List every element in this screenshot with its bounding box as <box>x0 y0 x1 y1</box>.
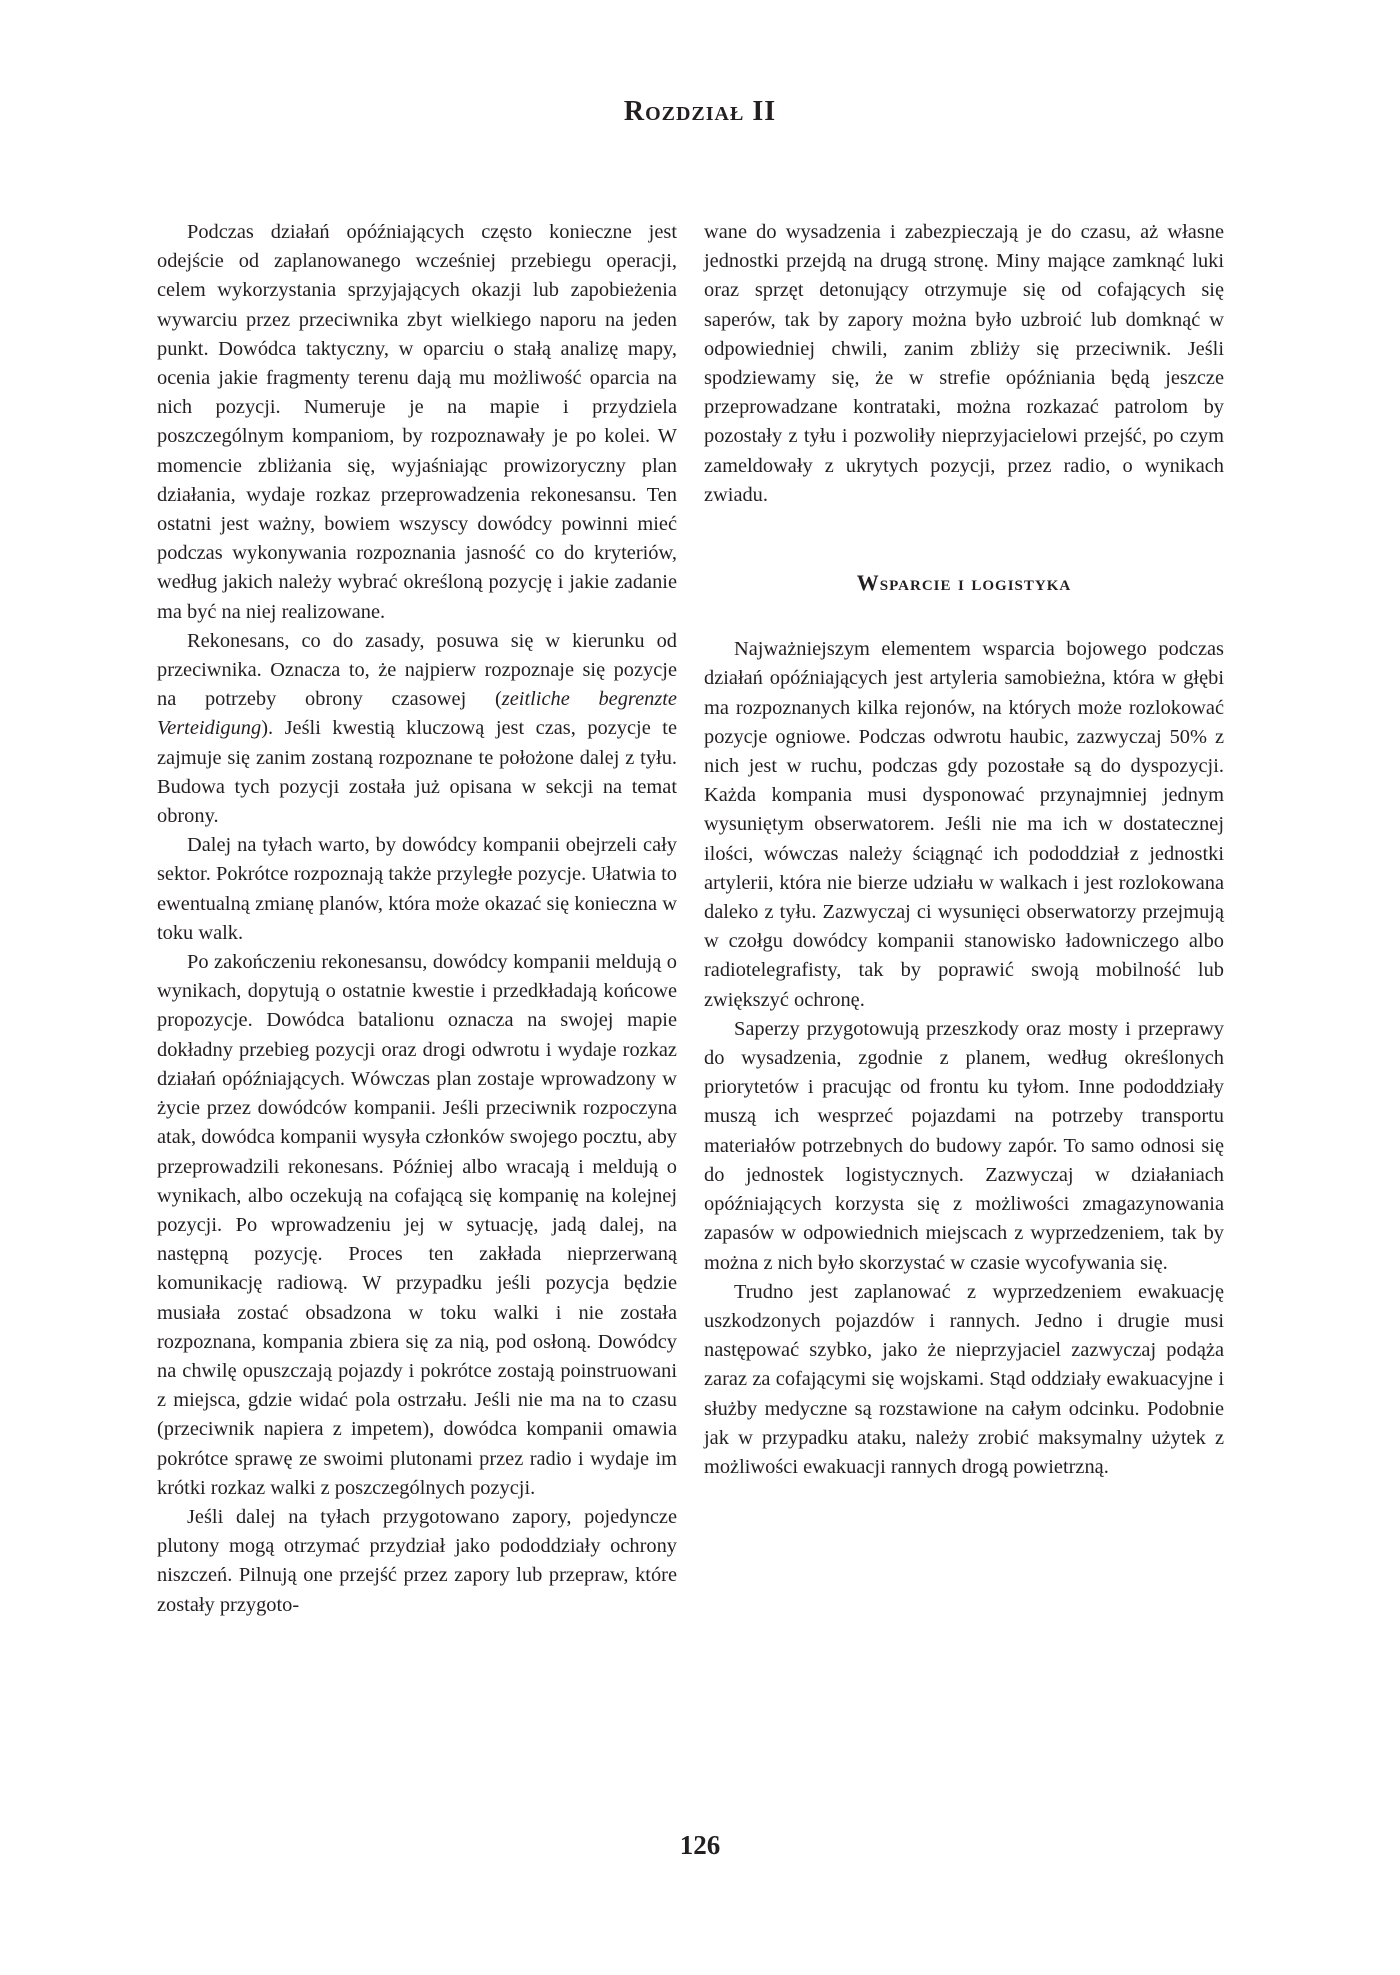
chapter-title: Rozdział II <box>623 96 777 127</box>
chapter-header <box>0 96 1400 128</box>
left-column <box>157 218 677 1620</box>
italic-term: zeitliche begrenzte Verteidigung <box>157 688 677 740</box>
paragraph: Dalej na tyłach warto, by dowódcy kompanii obejrzeli cały sektor. Pokrótce rozpoznają także przyległe pozycje. Ułatwia to ewentualną zmianę planów, która może okazać się konieczna w toku walk. <box>157 834 677 944</box>
paragraph: Jeśli dalej na tyłach przygotowano zapory, pojedyncze plutony mogą otrzymać przydział jako pododdziały ochrony niszczeń. Pilnują one przejść przez zapory lub przepraw, które zostały przygoto- <box>157 1505 677 1616</box>
paragraph: Podczas działań opóźniających często konieczne jest odejście od zaplanowanego wcześniej przebiegu operacji, celem wykorzystania sprzyjających okazji lub zapobieżenia wywarciu przez przeciwnika zbyt wielkiego naporu na jeden punkt. Dowódca taktyczny, w oparciu o stałą analizę mapy, ocenia jakie fragmenty terenu dają mu możliwość oparcia na nich pozycji. Numeruje je na mapie i przydziela poszczególnym kompaniom, by rozpoznawały je po kolei. W momencie zbliżania się, wyjaśniając prowizoryczny plan działania, wydaje rozkaz przeprowadzenia rekonesansu. Ten ostatni jest ważny, bowiem wszyscy dowódcy powinni mieć podczas wykonywania rozpoznania jasność co do kryteriów, według jakich należy wybrać określoną pozycję i jakie zadanie ma być na niej realizowane. <box>157 221 677 623</box>
page-number: 126 <box>679 1830 721 1860</box>
paragraph <box>157 627 677 831</box>
paragraph: Po zakończeniu rekonesansu, dowódcy kompanii meldują o wynikach, dopytują o ostatnie kwestie i przedkładają końcowe propozycje. Dowódca batalionu oznacza na swojej mapie dokładny przebieg pozycji oraz drogi odwrotu i wydaje rozkaz działań opóźniających. Wówczas plan zostaje wprowadzony w życie przez dowódców kompanii. Jeśli przeciwnik rozpoczyna atak, dowódca kompanii wysyła członków swojego pocztu, aby przeprowadzili rekonesans. Później albo wracają i meldują o wynikach, albo oczekują na cofającą się kompanię na kolejnej pozycji. Po wprowadzeniu jej w sytuację, jadą dalej, na następną pozycję. Proces ten zakłada nieprzerwaną komunikację radiową. W przypadku jeśli pozycja będzie musiała zostać obsadzona w toku walki i nie została rozpoznana, kompania zbiera się za nią, pod osłoną. Dowódcy na chwilę opuszczają pojazdy i pokrótce zostają poinstruowani z miejsca, gdzie widać pola ostrzału. Jeśli nie ma na to czasu (przeciwnik napiera z impetem), dowódca kompanii omawia pokrótce sprawę ze swoimi plutonami przez radio i wydaje im krótki rozkaz walki z poszczególnych pozycji. <box>157 951 677 1499</box>
right-column <box>704 218 1224 1482</box>
paragraph-text: ). Jeśli kwestią kluczową jest czas, pozycje te zajmuje się zanim zostaną rozpoznane te położone dalej z tyłu. Budowa tych pozycji została już opisana w sekcji na temat obrony. <box>157 717 677 828</box>
paragraph-continuation: wane do wysadzenia i zabezpieczają je do czasu, aż własne jednostki przejdą na drugą stronę. Miny mające zamknąć luki oraz sprzęt detonujący otrzymuje się od cofających się saperów, tak by zapory można było uzbroić lub domknąć w odpowiedniej chwili, zanim zbliży się przeciwnik. Jeśli spodziewamy się, że w strefie opóźniania będą jeszcze przeprowadzane kontrataki, można rozkazać patrolom by pozostały z tyłu i pozwoliły nieprzyjacielowi przejść, po czym zameldowały z ukrytych pozycji, przez radio, o wynikach zwiadu. <box>704 221 1224 506</box>
paragraph: Najważniejszym elementem wsparcia bojowego podczas działań opóźniających jest artyleria samobieżna, która w głębi ma rozpoznanych kilka rejonów, na których może rozlokować pozycje ogniowe. Podczas odwrotu haubic, zazwyczaj 50% z nich jest w ruchu, podczas gdy pozostałe są do dyspozycji. Każda kompania musi dysponować przynajmniej jednym wysuniętym obserwatorem. Jeśli nie ma ich w dostatecznej ilości, wówczas należy ściągnąć ich pododdział z jednostki artylerii, która nie bierze udziału w walkach i jest rozlokowana daleko z tyłu. Zazwyczaj ci wysunięci obserwatorzy przejmują w czołgu dowódcy kompanii stanowisko ładowniczego albo radiotelegrafisty, tak by poprawić swoją mobilność lub zwiększyć ochronę. <box>704 638 1224 1011</box>
paragraph-text: Rekonesans, co do zasady, posuwa się w kierunku od przeciwnika. Oznacza to, że najpierw rozpoznaje się pozycje na potrzeby obrony czasowej ( <box>157 629 677 711</box>
section-heading: Wsparcie i logistyka <box>856 570 1072 596</box>
paragraph: Trudno jest zaplanować z wyprzedzeniem ewakuację uszkodzonych pojazdów i rannych. Jedno i drugie musi następować szybko, jako że nieprzyjaciel zazwyczaj podąża zaraz za cofającymi się wojskami. Stąd oddziały ewakuacyjne i służby medyczne są rozstawione na całym odcinku. Podobnie jak w przypadku ataku, należy zrobić maksymalny użytek z możliwości ewakuacji rannych drogą powietrzną. <box>704 1280 1224 1478</box>
paragraph: Saperzy przygotowują przeszkody oraz mosty i przeprawy do wysadzenia, zgodnie z planem, według określonych priorytetów i pracując od frontu ku tyłom. Inne pododdziały muszą ich wesprzeć pojazdami na potrzeby transportu materiałów potrzebnych do budowy zapór. To samo odnosi się do jednostek logistycznych. Zazwyczaj w działaniach opóźniających korzysta się z możliwości zmagazynowania zapasów w odpowiednich miejscach z wyprzedzeniem, tak by można z nich było skorzystać w czasie wycofywania się. <box>704 1017 1224 1274</box>
